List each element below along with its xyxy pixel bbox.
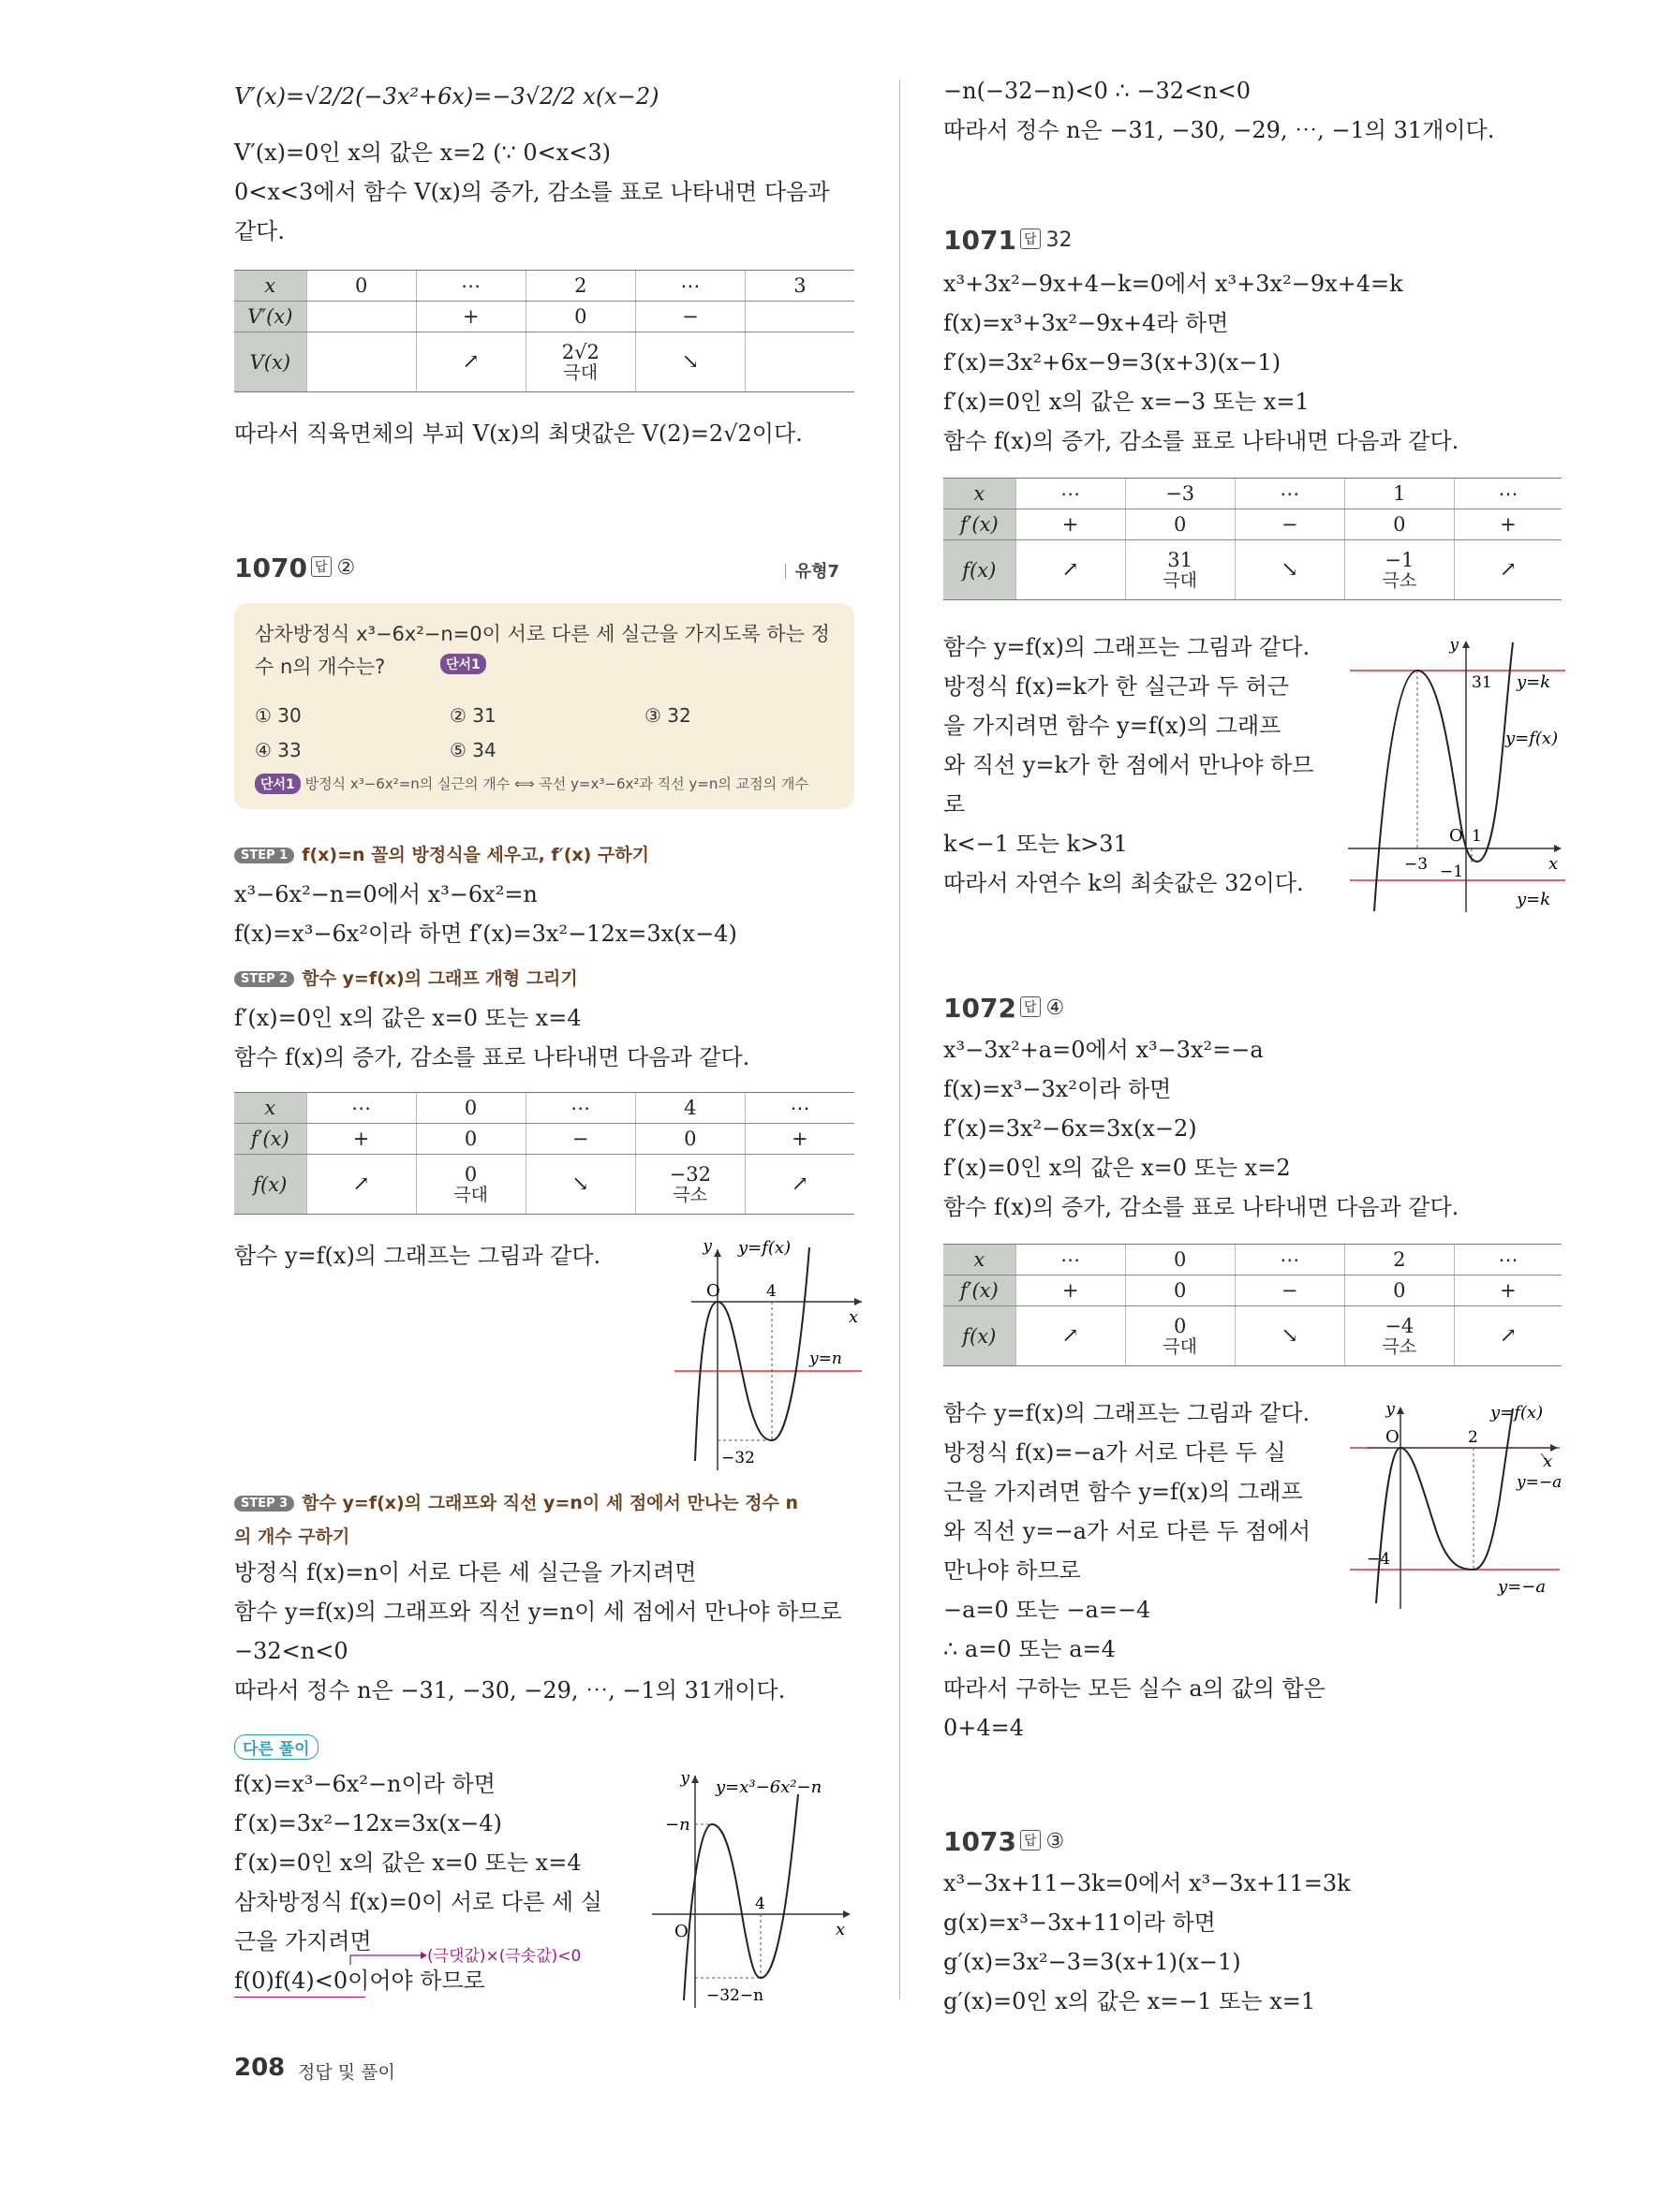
table-cell: − bbox=[526, 1124, 635, 1155]
top-label: −n bbox=[665, 1815, 690, 1835]
text-line: 함수 f(x)의 증가, 감소를 표로 나타내면 다음과 같다. bbox=[234, 1044, 750, 1070]
table-cell: ↗ bbox=[416, 332, 526, 392]
hint-pill: 단서1 bbox=[255, 774, 301, 794]
annotation-arrow bbox=[347, 1948, 431, 1967]
max-value: 2√2 bbox=[561, 340, 600, 363]
table-cell: + bbox=[1454, 1276, 1562, 1306]
tick-m3: −3 bbox=[1404, 855, 1429, 874]
text-line: f(x)=x³+3x²−9x+4라 하면 bbox=[943, 310, 1229, 336]
text-line: f(x)=x³−6x²−n이라 하면 bbox=[234, 1771, 496, 1797]
table-cell: ⋯ bbox=[306, 1093, 416, 1124]
line-bot-label: y=−a bbox=[1498, 1577, 1547, 1597]
table-cell: + bbox=[745, 1124, 854, 1155]
table-cell: ⋯ bbox=[635, 271, 745, 302]
text-line: 방정식 f(x)=−a가 서로 다른 두 실 bbox=[943, 1439, 1286, 1466]
table-cell: − bbox=[1235, 1276, 1344, 1306]
curve bbox=[695, 1247, 809, 1461]
table-cell bbox=[745, 332, 854, 392]
answer-value: ④ bbox=[1045, 996, 1065, 1020]
min-label: 극소 bbox=[1382, 569, 1417, 591]
question-line: 수 n의 개수는? bbox=[255, 656, 386, 678]
max-value: 0 bbox=[1173, 1314, 1187, 1337]
step-3-header bbox=[234, 1489, 798, 1514]
table-cell: 0 bbox=[306, 271, 416, 302]
text-line: g(x)=x³−3x+11이라 하면 bbox=[943, 1910, 1216, 1936]
step-badge: STEP 2 bbox=[234, 971, 294, 987]
option-2: ② 31 bbox=[450, 704, 496, 727]
text-line: 0<x<3에서 함수 V(x)의 증가, 감소를 표로 나타내면 다음과 bbox=[234, 179, 830, 205]
line-top-label: y=−a bbox=[1517, 1473, 1563, 1492]
table-cell: ⋯ bbox=[1454, 479, 1562, 509]
hint-pill: 단서1 bbox=[440, 654, 486, 674]
max-value: 31 bbox=[1167, 548, 1193, 571]
hint-line bbox=[255, 774, 808, 794]
table-cell: 3 bbox=[745, 271, 854, 302]
text-line: f′(x)=0인 x의 값은 x=0 또는 x=4 bbox=[234, 1850, 582, 1876]
type-tag: 유형7 bbox=[785, 558, 839, 582]
table-cell: 0 bbox=[416, 1124, 526, 1155]
table-cell: − bbox=[1235, 509, 1344, 540]
table-cell bbox=[1125, 540, 1235, 600]
text-line: f′(x)=0인 x의 값은 x=0 또는 x=4 bbox=[234, 1005, 582, 1031]
problem-number: 1073 bbox=[943, 1826, 1016, 1857]
answer-value: 32 bbox=[1045, 229, 1073, 252]
table-cell: ↗ bbox=[1015, 1306, 1125, 1366]
table-cell bbox=[526, 332, 635, 392]
min-label: −32 bbox=[721, 1449, 755, 1467]
step-title: 함수 y=f(x)의 그래프 개형 그리기 bbox=[302, 968, 578, 989]
curve-label: y=f(x) bbox=[738, 1238, 792, 1258]
text-line: −n(−32−n)<0 ∴ −32<n<0 bbox=[943, 78, 1252, 104]
table-cell bbox=[306, 302, 416, 332]
answer-label: 답 bbox=[1020, 229, 1041, 249]
variation-table-1071 bbox=[943, 478, 1562, 600]
answer-label: 답 bbox=[1020, 996, 1041, 1017]
table-cell: ⋯ bbox=[1235, 479, 1344, 509]
table-cell: f(x) bbox=[943, 1306, 1015, 1366]
table-cell: 0 bbox=[1125, 1276, 1235, 1306]
x-axis-arrow bbox=[1550, 1444, 1558, 1452]
question-line: 삼차방정식 x³−6x²−n=0이 서로 다른 세 실근을 가지도록 하는 정 bbox=[255, 623, 830, 645]
table-cell: ⋯ bbox=[526, 1093, 635, 1124]
question-box bbox=[234, 603, 854, 809]
text-line: f(0)f(4)<0이어야 하므로 bbox=[234, 1968, 485, 1994]
answer-label: 답 bbox=[311, 556, 332, 577]
tick-4: 4 bbox=[766, 1282, 777, 1301]
text-line: f′(x)=0인 x의 값은 x=0 또는 x=2 bbox=[943, 1155, 1291, 1181]
table-cell: ↗ bbox=[1015, 540, 1125, 600]
answer-tag bbox=[1020, 229, 1073, 252]
table-cell: 0 bbox=[1125, 1245, 1235, 1276]
table-cell: 4 bbox=[635, 1093, 745, 1124]
text-line: f′(x)=3x²−12x=3x(x−4) bbox=[234, 1810, 502, 1836]
text-line: 따라서 정수 n은 −31, −30, −29, ⋯, −1의 31개이다. bbox=[234, 1677, 786, 1703]
table-cell: ⋯ bbox=[1015, 1245, 1125, 1276]
step-title: 함수 y=f(x)의 그래프와 직선 y=n이 세 점에서 만나는 정수 n bbox=[302, 1493, 799, 1513]
answer-tag bbox=[1020, 1830, 1064, 1853]
max-label: 극대 bbox=[1163, 569, 1198, 591]
y-label: y bbox=[1449, 636, 1459, 655]
graph-1072 bbox=[1348, 1395, 1563, 1611]
text-line: 함수 y=f(x)의 그래프와 직선 y=n이 세 점에서 만나야 하므로 bbox=[234, 1599, 842, 1625]
text-line: 함수 f(x)의 증가, 감소를 표로 나타내면 다음과 같다. bbox=[943, 1194, 1459, 1220]
text-line: 방정식 f(x)=n이 서로 다른 세 실근을 가지려면 bbox=[234, 1559, 697, 1585]
text-line: 삼차방정식 f(x)=0이 서로 다른 세 실 bbox=[234, 1889, 602, 1915]
table-cell: ↗ bbox=[1454, 540, 1562, 600]
curve-label: y=f(x) bbox=[1505, 729, 1559, 748]
answer-value: ③ bbox=[1045, 1830, 1065, 1853]
step-title: f(x)=n 꼴의 방정식을 세우고, f′(x) 구하기 bbox=[302, 845, 649, 865]
table-cell: + bbox=[1454, 509, 1562, 540]
problem-number: 1070 bbox=[234, 553, 307, 583]
table-cell: f(x) bbox=[943, 540, 1015, 600]
table-cell: x bbox=[234, 271, 306, 302]
text-line: f′(x)=0인 x의 값은 x=−3 또는 x=1 bbox=[943, 389, 1310, 415]
table-cell: ↘ bbox=[635, 332, 745, 392]
graph-1071 bbox=[1348, 635, 1565, 918]
min-value: −32 bbox=[669, 1162, 711, 1186]
option-3: ③ 32 bbox=[644, 704, 691, 727]
table-cell: ⋯ bbox=[1454, 1245, 1562, 1276]
table-cell: ↘ bbox=[1235, 540, 1344, 600]
text-line: 따라서 정수 n은 −31, −30, −29, ⋯, −1의 31개이다. bbox=[943, 117, 1495, 143]
table-cell: 0 bbox=[1344, 509, 1454, 540]
y-label: y bbox=[1385, 1400, 1395, 1419]
table-cell: 0 bbox=[526, 302, 635, 332]
text-line: f′(x)=3x²+6x−9=3(x+3)(x−1) bbox=[943, 349, 1281, 376]
text-line: V′(x)=0인 x의 값은 x=2 (∵ 0<x<3) bbox=[234, 140, 612, 166]
text-line: k<−1 또는 k>31 bbox=[943, 831, 1128, 857]
table-cell: 2 bbox=[526, 271, 635, 302]
text-line: g′(x)=0인 x의 값은 x=−1 또는 x=1 bbox=[943, 1988, 1316, 2014]
underline bbox=[234, 1997, 365, 1998]
option-4: ④ 33 bbox=[255, 739, 302, 761]
x-axis-arrow bbox=[1554, 845, 1562, 852]
text-line: 따라서 자연수 k의 최솟값은 32이다. bbox=[943, 870, 1304, 896]
text-line: 함수 y=f(x)의 그래프는 그림과 같다. bbox=[943, 1400, 1311, 1426]
text-line: 따라서 구하는 모든 실수 a의 값의 합은 bbox=[943, 1675, 1326, 1702]
text-line: f(x)=x³−3x²이라 하면 bbox=[943, 1076, 1172, 1102]
table-cell: ⋯ bbox=[1235, 1245, 1344, 1276]
table-cell bbox=[1344, 1306, 1454, 1366]
x-label: x bbox=[1543, 1452, 1553, 1471]
text-line: V′(x)=√2/2(−3x²+6x)=−3√2/2 x(x−2) bbox=[234, 83, 659, 110]
table-cell: ⋯ bbox=[416, 271, 526, 302]
max-label: 극대 bbox=[563, 361, 599, 383]
option-5: ⑤ 34 bbox=[450, 739, 496, 761]
line-label: y=n bbox=[809, 1349, 842, 1368]
table-cell: + bbox=[1015, 1276, 1125, 1306]
answer-tag bbox=[311, 556, 355, 580]
text-line: 근을 가지려면 함수 y=f(x)의 그래프 bbox=[943, 1479, 1303, 1505]
table-cell bbox=[745, 302, 854, 332]
curve bbox=[684, 1794, 798, 2000]
table-cell: −3 bbox=[1125, 479, 1235, 509]
table-cell: x bbox=[943, 1245, 1015, 1276]
table-cell: + bbox=[416, 302, 526, 332]
step-badge: STEP 3 bbox=[234, 1496, 294, 1512]
page-number: 208 bbox=[234, 2054, 286, 2082]
x-axis-arrow bbox=[854, 1298, 862, 1305]
answer-tag bbox=[1020, 996, 1064, 1020]
table-cell: V(x) bbox=[234, 332, 306, 392]
graph-1070 bbox=[674, 1238, 862, 1472]
y-axis-arrow bbox=[1462, 641, 1470, 648]
tick-2: 2 bbox=[1468, 1428, 1478, 1447]
y-axis-arrow bbox=[691, 1776, 699, 1783]
variation-table-v bbox=[234, 270, 854, 392]
line-top-label: y=k bbox=[1517, 672, 1551, 692]
table-cell: 2 bbox=[1344, 1245, 1454, 1276]
text-line: x³−3x+11−3k=0에서 x³−3x+11=3k bbox=[943, 1870, 1351, 1896]
table-cell bbox=[306, 332, 416, 392]
text-line: f′(x)=3x²−6x=3x(x−2) bbox=[943, 1115, 1197, 1142]
max-value: 0 bbox=[464, 1162, 478, 1186]
min-label: −32−n bbox=[706, 1986, 764, 2005]
y-axis-arrow bbox=[1397, 1407, 1404, 1414]
x-label: x bbox=[1548, 854, 1559, 874]
value-m1: −1 bbox=[1440, 863, 1464, 881]
table-cell: 0 bbox=[635, 1124, 745, 1155]
origin-label: O bbox=[674, 1922, 689, 1941]
variation-table-1072 bbox=[943, 1244, 1562, 1366]
graph-1070-alt bbox=[652, 1766, 858, 2010]
problem-number: 1071 bbox=[943, 225, 1016, 256]
table-cell: f′(x) bbox=[234, 1124, 306, 1155]
hint-pill-badge bbox=[440, 654, 486, 674]
table-cell bbox=[635, 1155, 745, 1215]
table-cell: x bbox=[234, 1093, 306, 1124]
y-label: y bbox=[680, 1769, 689, 1788]
footer-title: 정답 및 풀이 bbox=[298, 2062, 395, 2083]
min-value: −4 bbox=[1385, 1314, 1415, 1337]
table-cell: + bbox=[1015, 509, 1125, 540]
table-cell: 0 bbox=[1125, 509, 1235, 540]
origin-label: O bbox=[1449, 826, 1463, 846]
text-line: 함수 y=f(x)의 그래프는 그림과 같다. bbox=[943, 634, 1311, 660]
table-cell: ⋯ bbox=[745, 1093, 854, 1124]
table-cell: ↗ bbox=[745, 1155, 854, 1215]
value-31: 31 bbox=[1472, 673, 1492, 692]
answer-value: ② bbox=[336, 556, 356, 580]
table-cell bbox=[1125, 1306, 1235, 1366]
answer-label: 답 bbox=[1020, 1830, 1041, 1851]
text-line: x³+3x²−9x+4−k=0에서 x³+3x²−9x+4=k bbox=[943, 271, 1403, 297]
option-1: ① 30 bbox=[255, 704, 302, 727]
step-3-header-cont: 의 개수 구하기 bbox=[234, 1526, 350, 1547]
max-label: 극대 bbox=[453, 1184, 488, 1205]
step-badge: STEP 1 bbox=[234, 848, 294, 863]
table-cell: + bbox=[306, 1124, 416, 1155]
min-value: −1 bbox=[1385, 548, 1415, 571]
origin-label: O bbox=[1385, 1427, 1400, 1447]
x-label: x bbox=[836, 1920, 846, 1939]
curve-label: y=f(x) bbox=[1490, 1403, 1544, 1423]
text-line: 을 가지려면 함수 y=f(x)의 그래프 bbox=[943, 713, 1281, 739]
text-line: 와 직선 y=k가 한 점에서 만나야 하므 bbox=[943, 752, 1314, 778]
text-line: ∴ a=0 또는 a=4 bbox=[943, 1636, 1116, 1662]
problem-number: 1072 bbox=[943, 993, 1016, 1024]
tick-1: 1 bbox=[1472, 827, 1482, 846]
text-line: x³−6x²−n=0에서 x³−6x²=n bbox=[234, 881, 538, 907]
step-1-header bbox=[234, 841, 649, 866]
text-line: 함수 f(x)의 증가, 감소를 표로 나타내면 다음과 같다. bbox=[943, 428, 1459, 454]
table-cell: − bbox=[635, 302, 745, 332]
table-cell bbox=[1344, 540, 1454, 600]
value-m4: −4 bbox=[1367, 1550, 1391, 1569]
variation-table-1070 bbox=[234, 1092, 854, 1215]
x-label: x bbox=[849, 1307, 859, 1327]
other-solution-label: 다른 풀이 bbox=[234, 1734, 318, 1760]
curve-label: y=x³−6x²−n bbox=[716, 1777, 822, 1797]
text-line: x³−3x²+a=0에서 x³−3x²=−a bbox=[943, 1037, 1264, 1063]
table-cell: 0 bbox=[416, 1093, 526, 1124]
table-cell: ↗ bbox=[1454, 1306, 1562, 1366]
tick-4: 4 bbox=[755, 1895, 765, 1913]
table-cell: 0 bbox=[1344, 1276, 1454, 1306]
text-line: 근을 가지려면 bbox=[234, 1928, 372, 1954]
text-line: 함수 y=f(x)의 그래프는 그림과 같다. bbox=[234, 1243, 601, 1269]
text-line: 방정식 f(x)=k가 한 실근과 두 허근 bbox=[943, 673, 1289, 700]
step-2-header bbox=[234, 965, 578, 990]
table-cell: x bbox=[943, 479, 1015, 509]
min-label: 극소 bbox=[673, 1184, 708, 1205]
table-cell: ↘ bbox=[1235, 1306, 1344, 1366]
text-line: f(x)=x³−6x²이라 하면 f′(x)=3x²−12x=3x(x−4) bbox=[234, 921, 737, 947]
max-label: 극대 bbox=[1163, 1335, 1198, 1357]
table-cell: f′(x) bbox=[943, 1276, 1015, 1306]
text-line: 같다. bbox=[234, 218, 285, 244]
text-line: −a=0 또는 −a=−4 bbox=[943, 1597, 1151, 1623]
text-line: 만나야 하므로 bbox=[943, 1557, 1081, 1584]
y-label: y bbox=[703, 1238, 712, 1256]
table-cell: ↘ bbox=[526, 1155, 635, 1215]
min-label: 극소 bbox=[1382, 1335, 1417, 1357]
text-line: 와 직선 y=−a가 서로 다른 두 점에서 bbox=[943, 1518, 1311, 1544]
text-line: 0+4=4 bbox=[943, 1715, 1025, 1741]
table-cell: ↗ bbox=[306, 1155, 416, 1215]
origin-label: O bbox=[706, 1281, 720, 1301]
hint-text: 방정식 x³−6x²=n의 실근의 개수 ⟺ 곡선 y=x³−6x²과 직선 y=n의 교점의 개수 bbox=[304, 775, 808, 792]
x-axis-arrow bbox=[843, 1910, 851, 1918]
text-line: 따라서 직육면체의 부피 V(x)의 최댓값은 V(2)=2√2이다. bbox=[234, 420, 803, 447]
table-cell bbox=[416, 1155, 526, 1215]
y-axis-arrow bbox=[714, 1249, 721, 1257]
table-cell: V′(x) bbox=[234, 302, 306, 332]
table-cell: f(x) bbox=[234, 1155, 306, 1215]
column-divider bbox=[899, 80, 900, 1999]
table-cell: 1 bbox=[1344, 479, 1454, 509]
line-bot-label: y=k bbox=[1517, 890, 1551, 909]
table-cell: ⋯ bbox=[1015, 479, 1125, 509]
table-cell: f′(x) bbox=[943, 509, 1015, 540]
text-line: g′(x)=3x²−3=3(x+1)(x−1) bbox=[943, 1949, 1241, 1975]
text-line: 로 bbox=[943, 791, 966, 818]
text-line: −32<n<0 bbox=[234, 1638, 348, 1664]
annotation-note: (극댓값)×(극솟값)<0 bbox=[427, 1947, 582, 1966]
